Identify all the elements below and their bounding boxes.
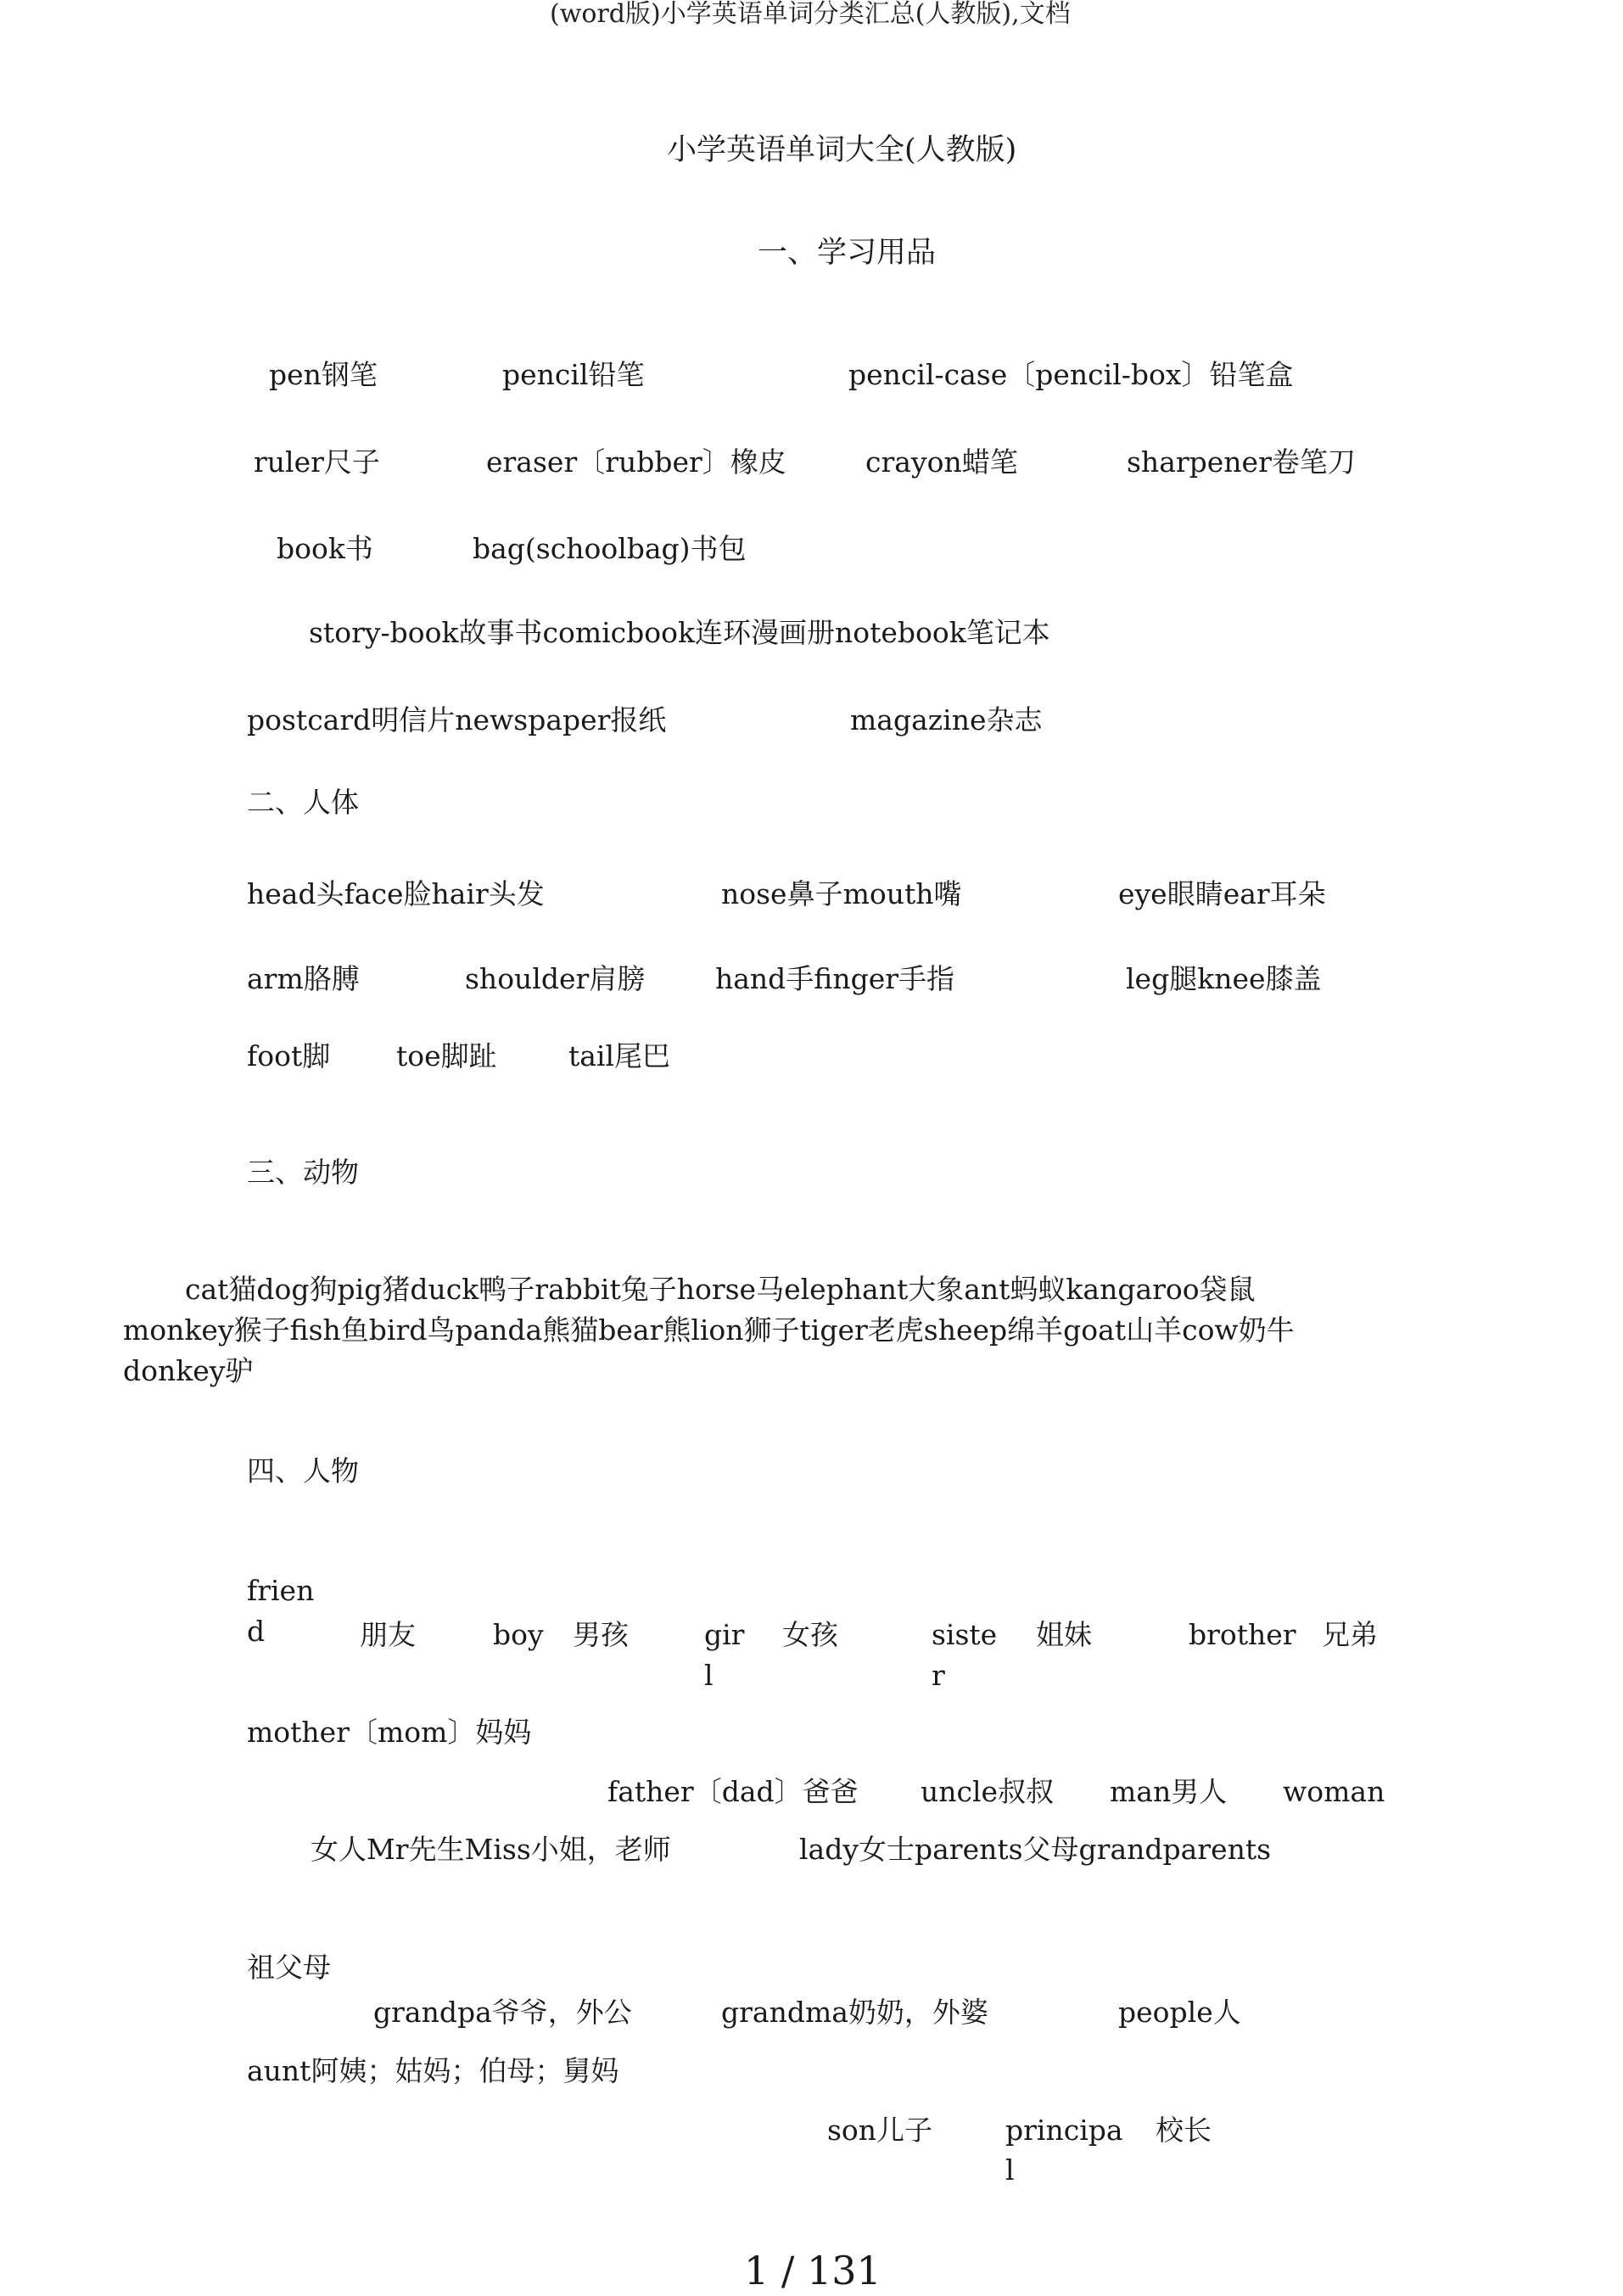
vocab-line: monkey猴子fish鱼bird鸟panda熊猫bear熊lion狮子tiger老虎sheep绵羊goat山羊cow奶牛 — [123, 1313, 1295, 1347]
vocab-item: woman — [1283, 1775, 1385, 1808]
vocab-item: eraser〔rubber〕橡皮 — [486, 445, 786, 479]
vocab-item: 祖父母 — [247, 1951, 331, 1984]
vocab-item: arm胳膊 — [247, 962, 360, 995]
vocab-item: crayon蜡笔 — [865, 445, 1018, 479]
vocab-fragment: siste — [932, 1618, 998, 1651]
vocab-fragment: l — [704, 1659, 714, 1692]
vocab-fragment: d — [247, 1615, 266, 1648]
vocab-fragment: gir — [704, 1618, 745, 1651]
vocab-item: 姐妹 — [1036, 1618, 1092, 1651]
vocab-fragment: principa — [1005, 2114, 1123, 2147]
vocab-item: sharpener卷笔刀 — [1127, 445, 1356, 479]
vocab-item: magazine杂志 — [850, 703, 1043, 736]
vocab-fragment: l — [1005, 2153, 1015, 2187]
vocab-item: mother〔mom〕妈妈 — [247, 1716, 532, 1749]
page-header: (word版)小学英语单词分类汇总(人教版),文档 — [550, 0, 1071, 29]
section-heading: 一、学习用品 — [758, 236, 937, 270]
section-heading: 四、人物 — [247, 1454, 359, 1487]
vocab-item: lady女士parents父母grandparents — [799, 1833, 1272, 1866]
vocab-fragment: frien — [247, 1574, 315, 1607]
vocab-item: man男人 — [1110, 1775, 1228, 1808]
vocab-item: brother — [1189, 1618, 1296, 1651]
vocab-item: eye眼睛ear耳朵 — [1118, 877, 1326, 910]
vocab-item: aunt阿姨；姑妈；伯母；舅妈 — [247, 2054, 619, 2087]
vocab-item: boy — [493, 1618, 544, 1651]
vocab-item: story-book故事书comicbook连环漫画册notebook笔记本 — [309, 616, 1050, 649]
vocab-fragment: r — [932, 1659, 945, 1692]
vocab-item: pencil铅笔 — [502, 358, 645, 391]
section-heading: 二、人体 — [247, 786, 359, 819]
vocab-item: 男孩 — [573, 1618, 629, 1651]
vocab-item: father〔dad〕爸爸 — [607, 1775, 859, 1808]
vocab-item: 朋友 — [360, 1618, 416, 1651]
vocab-line: cat猫dog狗pig猪duck鸭子rabbit兔子horse马elephant大象ant蚂蚁kangaroo袋鼠 — [185, 1273, 1256, 1306]
vocab-item: son儿子 — [827, 2114, 933, 2147]
vocab-item: 女孩 — [782, 1618, 838, 1651]
vocab-item: shoulder肩膀 — [465, 962, 646, 995]
vocab-item: head头face脸hair头发 — [247, 877, 545, 910]
vocab-item: 校长 — [1156, 2114, 1212, 2147]
vocab-item: book书 — [277, 532, 373, 565]
document-title: 小学英语单词大全(人教版) — [667, 133, 1017, 167]
vocab-item: ruler尺子 — [254, 445, 380, 479]
vocab-item: nose鼻子mouth嘴 — [721, 877, 962, 910]
vocab-item: bag(schoolbag)书包 — [473, 532, 747, 565]
vocab-item: leg腿knee膝盖 — [1126, 962, 1322, 995]
section-heading: 三、动物 — [247, 1156, 359, 1189]
vocab-item: grandpa爷爷，外公 — [373, 1996, 632, 2029]
page-number: 1 / 131 — [744, 2248, 881, 2293]
vocab-item: tail尾巴 — [568, 1039, 671, 1072]
vocab-item: 兄弟 — [1322, 1618, 1378, 1651]
vocab-item: toe脚趾 — [396, 1039, 497, 1072]
vocab-line: donkey驴 — [123, 1354, 254, 1387]
vocab-item: grandma奶奶，外婆 — [721, 1996, 988, 2029]
vocab-item: foot脚 — [247, 1039, 331, 1072]
vocab-item: uncle叔叔 — [921, 1775, 1055, 1808]
vocab-item: hand手finger手指 — [715, 962, 954, 995]
vocab-item: postcard明信片newspaper报纸 — [247, 703, 667, 736]
vocab-item: pencil-case〔pencil-box〕铅笔盒 — [848, 358, 1294, 391]
vocab-item: pen钢笔 — [269, 358, 378, 391]
vocab-item: 女人Mr先生Miss小姐，老师 — [311, 1833, 671, 1866]
vocab-item: people人 — [1118, 1996, 1241, 2029]
